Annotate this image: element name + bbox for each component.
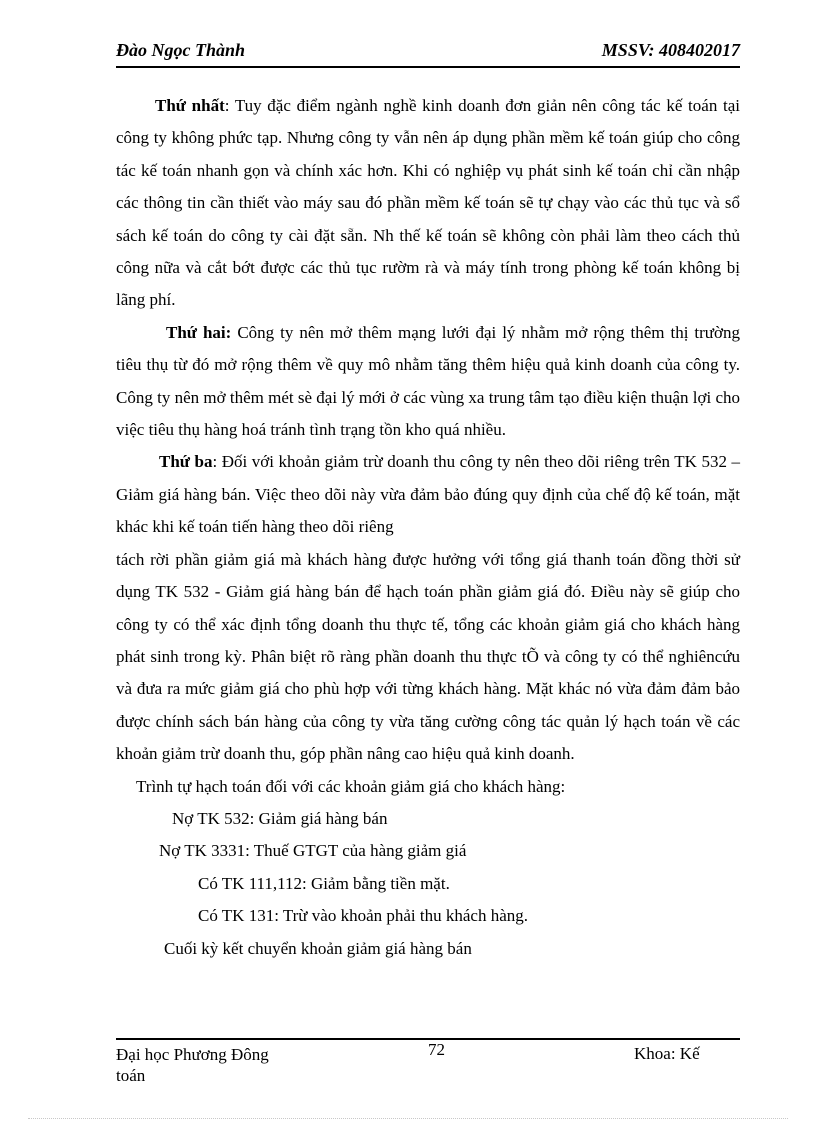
paragraph-text: : Đối với khoản giảm trừ doanh thu công ty nên theo dõi riêng trên TK 532 – Giảm giá hàng bán. Việc theo dõi này vừa đảm bảo đúng quy định của chế độ kế toán, mặt khác khi kế toán tiến hàng theo dõi riêng <box>116 452 741 537</box>
school-name: Đại học Phương Đông <box>116 1045 269 1064</box>
faculty-label-continued: toán <box>116 1066 146 1085</box>
page-header <box>116 38 740 68</box>
journal-debit-532: Nợ TK 532: Giảm giá hàng bán <box>172 808 388 828</box>
page-number: 72 <box>428 1040 445 1059</box>
journal-intro: Trình tự hạch toán đối với các khoản giảm giá cho khách hàng: <box>136 776 566 796</box>
paragraph-third-continued <box>116 544 740 771</box>
page-edge-divider <box>28 1118 788 1119</box>
paragraph-text: Công ty nên mở thêm mạng lưới đại lý nhằm mở rộng thêm thị trường tiêu thụ từ đó mở rộng thêm về quy mô nhằm tăng thêm hiệu quả kinh doanh của công ty. Công ty nên mở thêm mét sè đại lý mới ở các vùng xa trung tâm tạo điều kiện thuận lợi cho việc tiêu thụ hàng hoá tránh tình trạng tồn kho quá nhiều. <box>116 322 740 440</box>
paragraph-second <box>116 317 740 447</box>
paragraph-lead: Thứ hai: <box>166 322 232 342</box>
page-footer <box>116 1038 740 1090</box>
journal-credit-131: Có TK 131: Trừ vào khoản phải thu khách hàng. <box>198 906 528 926</box>
journal-debit-3331: Nợ TK 3331: Thuế GTGT của hàng giảm giá <box>159 841 467 861</box>
paragraph-lead: Thứ nhất <box>155 96 225 115</box>
student-id: MSSV: 408402017 <box>601 40 740 60</box>
paragraph-text: tách rời phần giảm giá mà khách hàng được hưởng với tổng giá thanh toán đồng thời sử dụng TK 532 - Giảm giá hàng bán để hạch toán phần giảm giá đó. Điều này sẽ giúp cho công ty có thể xác định tổng doanh thu thực tế, tổng các khoản giảm giá cho khách hàng phát sinh trong kỳ. Phân biệt rõ ràng phần doanh thu thực tÕ và công ty có thể nghiêncứu và đưa ra mức giảm giá cho phù hợp với từng khách hàng. Mặt khác nó vừa đảm đảm bảo được chính sách bán hàng của công ty vừa tăng cường công tác quản lý hạch toán về các khoản giảm trừ doanh thu, góp phần nâng cao hiệu quả kinh doanh. <box>116 549 740 764</box>
journal-closing: Cuối kỳ kết chuyển khoản giảm giá hàng bán <box>164 938 472 958</box>
faculty-label: Khoa: Kế <box>634 1044 700 1063</box>
document-body <box>116 90 740 965</box>
paragraph-third <box>116 446 740 543</box>
author-name: Đào Ngọc Thành <box>116 40 246 60</box>
journal-credit-111-112: Có TK 111,112: Giảm bằng tiền mặt. <box>198 873 450 893</box>
paragraph-text: : Tuy đặc điểm ngành nghề kinh doanh đơn giản nên công tác kế toán tại công ty không phức tạp. Nhưng công ty vẫn nên áp dụng phần mềm kế toán giúp cho công tác kế toán nhanh gọn và chính xác hơn. Khi có nghiệp vụ phát sinh kế toán chỉ cần nhập các thông tin cần thiết vào máy sau đó phần mềm kế toán sẽ tự chạy vào các thủ tục và sổ sách kế toán do công ty cài đặt sẵn. Nh thế kế toán sẽ không còn phải làm theo cách thủ công nữa và cắt bớt được các thủ tục rườm rà và máy tính trong phòng kế toán không bị lãng phí. <box>116 96 740 310</box>
paragraph-lead: Thứ ba <box>159 452 213 472</box>
paragraph-first <box>116 90 740 317</box>
